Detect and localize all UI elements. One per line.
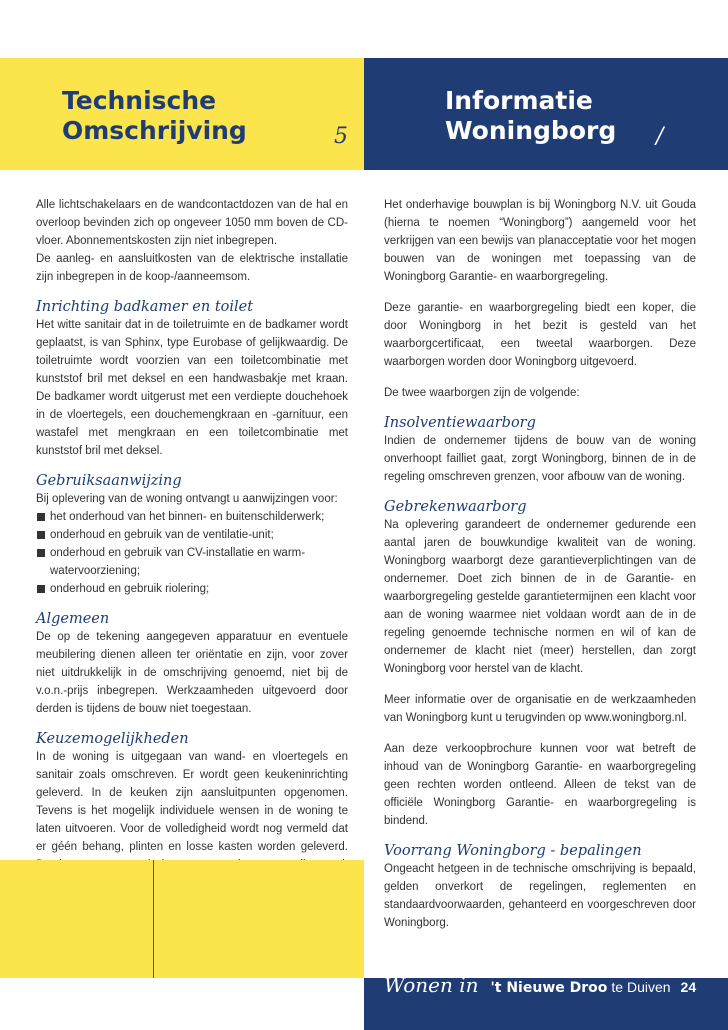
- section-number: 5: [334, 124, 348, 149]
- left-column: [36, 196, 348, 892]
- heading-voorrang: Voorrang Woningborg - bepalingen: [384, 843, 642, 859]
- bullet-item: [36, 580, 348, 598]
- bullet-item: [36, 508, 348, 526]
- intro-paragraph: Alle lichtschakelaars en de wandcontactdozen van de hal en overloop bevinden zich op ongeveer 1050 mm boven de CD-vloer. Abonnementskosten zijn niet inbegrepen.: [36, 199, 348, 247]
- bullet-text: onderhoud en gebruik van de ventilatie-unit;: [50, 529, 274, 541]
- page-number: 24: [680, 979, 697, 995]
- title-line-2: Woningborg: [445, 116, 617, 145]
- footer-content: [384, 973, 716, 997]
- paragraph-keuzemogelijkheden: In de woning is uitgegaan van wand- en vloertegels en sanitair zoals omschreven. Er wordt geen keukeninrichting geleverd. In de keuken zijn aansluitpunten opgenomen. Tevens is het mogelijk individuele wensen in de woning te laten uitvoeren. Voor de volledigheid wordt nog vermeld dat er géén behang, plinten en losse kasten worden geleverd.: [36, 751, 348, 853]
- square-bullet-icon: [37, 585, 45, 593]
- footer-bar: [364, 973, 728, 1030]
- heading-badkamer: Inrichting badkamer en toilet: [36, 299, 254, 315]
- intro-paragraph-2: De aanleg- en aansluitkosten van de elektrische installatie zijn inbegrepen in de koop-/aanneemsom.: [36, 253, 348, 283]
- section-title-technische: [62, 86, 247, 146]
- bullet-continuation: watervoorziening;: [50, 565, 141, 577]
- title-line-1: Informatie: [445, 86, 593, 115]
- section-number: /: [656, 124, 664, 149]
- square-bullet-icon: [37, 531, 45, 539]
- bullet-text: onderhoud en gebruik riolering;: [50, 583, 210, 595]
- title-line-1: Technische: [62, 86, 217, 115]
- paragraph-voorrang: Ongeacht hetgeen in de technische omschrijving is bepaald, gelden onverkort de regelingen, reglementen en standaardvoorwaarden, gehanteerd en voorgeschreven door Woningborg.: [384, 863, 696, 929]
- footer-city: te Duiven: [611, 979, 671, 995]
- heading-gebruiksaanwijzing: Gebruiksaanwijzing: [36, 473, 182, 489]
- paragraph-verkoopbrochure: Aan deze verkoopbrochure kunnen voor wat betreft de inhoud van de Woningborg Garantie- en waarborgregeling geen rechten worden ontleend. Alleen de tekst van de officiële Woningborg Garantie- en waarborgregeling is bindend.: [384, 743, 696, 827]
- footer-project-name: 't Nieuwe Droo: [490, 980, 608, 996]
- square-bullet-icon: [37, 513, 45, 521]
- square-bullet-icon: [37, 549, 45, 557]
- paragraph-regeling: Deze garantie- en waarborgregeling biedt een koper, die door Woningborg in het bezit is gesteld van het waarborgcertificaat, een tweetal waarborgen. Deze waarborgen worden door Woningborg uitgevoerd.: [384, 302, 696, 368]
- header-band-technische: [0, 58, 364, 170]
- paragraph-algemeen: De op de tekening aangegeven apparatuur en eventuele meubilering dienen alleen ter oriëntatie en zijn, voor zover niet uitdrukkelijk in de omschrijving genoemd, niet bij de v.o.n.-prijs inbegrepen. Werkzaamheden uitgevoerd door derden is tijdens de bouw niet toegestaan.: [36, 631, 348, 715]
- paragraph-aanmelding: Het onderhavige bouwplan is bij Woningborg N.V. uit Gouda (hierna te noemen “Woningborg”) aangemeld voor het verkrijgen van een bewijs van planacceptatie voor het mogen bouwen van de woningen met toepassing van de Woningborg Garantie- en waarborgregeling.: [384, 199, 696, 283]
- header-band-woningborg: [364, 58, 728, 170]
- paragraph-insolventiewaarborg: Indien de ondernemer tijdens de bouw van de woning onverhoopt failliet gaat, zorgt Woningborg, binnen de in de regeling omschreven grenzen, voor afbouw van de woning.: [384, 435, 696, 483]
- bullet-text: onderhoud en gebruik van CV-installatie en warm-: [50, 547, 306, 559]
- paragraph-gebrekenwaarborg: Na oplevering garandeert de ondernemer gedurende een aantal jaren de bouwkundige kwaliteit van de woning. Woningborg waarborgt deze garantieverplichtingen van de ondernemer. Doet zich binnen de in de Garantie- en waarborgregeling gestelde garantietermijnen een klacht voor aan de woning waarmee niet voldaan wordt aan de in de regeling genoemde technische normen en wil of kan de ondernemer de klacht niet (meer) herstellen, dan zorgt Woningborg voor herstel van de klacht.: [384, 519, 696, 675]
- bullet-item: [36, 526, 348, 544]
- paragraph-badkamer: Het witte sanitair dat in de toiletruimte en de badkamer wordt geplaatst, is van Sphinx, type Eurobase of gelijkwaardig. De toiletruimte wordt voorzien van een toiletcombinatie met kunststof bril met deksel en een handwasbakje met kraan. De badkamer wordt uitgerust met een verdiepte douchehoek in de vloertegels, een douchemengkraan en -garnituur, een wastafel met mengkraan en een toiletcombinatie met kunststof bril met deksel.: [36, 319, 348, 457]
- title-line-2: Omschrijving: [62, 116, 247, 145]
- paragraph-gebruiksaanwijzing: Bij oplevering van de woning ontvangt u aanwijzingen voor:: [36, 493, 338, 505]
- heading-keuzemogelijkheden: Keuzemogelijkheden: [36, 731, 189, 747]
- decorative-yellow-block: [0, 860, 364, 978]
- paragraph-meer-informatie: Meer informatie over de organisatie en de werkzaamheden van Woningborg kunt u terugvinden op www.woningborg.nl.: [384, 694, 696, 724]
- right-column: [384, 196, 696, 932]
- footer-brand: Wonen in: [384, 973, 479, 997]
- bullet-text: het onderhoud van het binnen- en buitenschilderwerk;: [50, 511, 325, 523]
- vertical-divider: [153, 860, 154, 978]
- heading-gebrekenwaarborg: Gebrekenwaarborg: [384, 499, 527, 515]
- bullet-item: [36, 544, 348, 562]
- heading-insolventiewaarborg: Insolventiewaarborg: [384, 415, 536, 431]
- paragraph-twee-waarborgen: De twee waarborgen zijn de volgende:: [384, 387, 580, 399]
- section-title-woningborg: [445, 86, 616, 146]
- heading-algemeen: Algemeen: [36, 611, 110, 627]
